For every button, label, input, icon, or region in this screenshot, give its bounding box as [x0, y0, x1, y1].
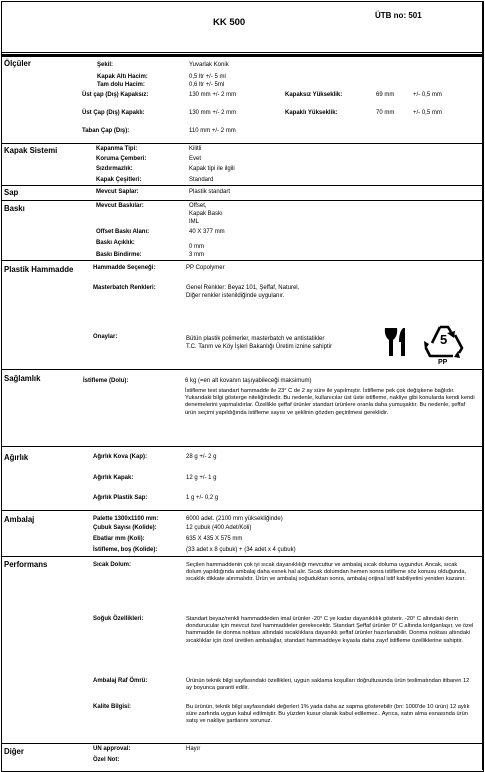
un-approval-label: UN approval: — [93, 746, 131, 752]
kapakli-yukseklik-tol: +/- 0,5 mm — [413, 110, 442, 116]
onaylar-line-1: Bütün plastik polimerler, masterbatch ve antistatikler — [186, 336, 325, 342]
raf-omru-text: Ürünün teknik bilgi sayfasındaki özellikleri, uygun saklama koşulları doğrultusunda ürün teslimatından itibaren 12 ay boyunca garanti edilir. — [186, 678, 470, 692]
palette-label: Palette 1300x1100 mm: — [93, 516, 159, 522]
divider — [1, 200, 484, 201]
section-ambalaj: Ambalaj — [4, 515, 35, 524]
section-performans: Performans — [4, 560, 48, 569]
istifleme-bos-value: (33 adet x 8 çubuk) + (34 adet x 4 çubuk) — [186, 547, 296, 553]
koruma-cemberi-value: Evet — [189, 156, 202, 162]
divider — [1, 54, 484, 57]
kalite-bilgisi-text: Bu ürünün, teknik bilgi sayfasındaki değerleri 1% yada daha az sapma gösterebilir (bn: 1000'de 10 ürün) 12 aylık süre zarfında uygun kabul edilmiştir. Bu yüzden kusur olarak kabul edilemez.. Ayrıca, satın alma esnasında ürün satış ve nakliye şartlarını sorunuz. — [186, 704, 470, 725]
kapak-cesitleri-label: Kapak Çeşitleri: — [96, 177, 142, 183]
istifleme-bos-label: İstifleme, boş (Kolide): — [93, 547, 158, 553]
kapanma-tipi-value: Kilitli — [189, 146, 202, 152]
recycle-code: PP — [438, 359, 448, 366]
masterbatch-label: Masterbatch Renkleri: — [93, 285, 156, 291]
divider — [1, 185, 484, 186]
section-diger: Diğer — [4, 747, 24, 756]
kapakli-yukseklik-label: Kapaklı Yükseklik: — [285, 110, 338, 116]
border-left — [1, 1, 2, 770]
cubuk-sayisi-label: Çubuk Sayısı (Kolide): — [93, 525, 157, 531]
masterbatch-line-2: Diğer renkler istenildiğinde uygulanır. — [186, 293, 285, 299]
koruma-cemberi-label: Koruma Çemberi: — [96, 156, 147, 162]
ust-cap-kapaksiz-value: 130 mm +/- 2 mm — [189, 92, 237, 98]
hammadde-secenegi-label: Hammadde Seçeneği: — [93, 265, 156, 271]
agirlik-kapak-label: Ağırlık Kapak: — [93, 475, 134, 481]
kalite-bilgisi-label: Kalite Bilgisi: — [93, 704, 132, 710]
divider — [1, 52, 484, 53]
istifleme-dolu-value: 6 kg (=en alt kovanın taşıyabileceği maksimum) — [185, 378, 312, 384]
divider — [1, 143, 484, 144]
page-frame — [1, 1, 484, 772]
divider — [1, 743, 484, 744]
section-agirlik: Ağırlık — [4, 453, 29, 462]
kapaksiz-yukseklik-tol: +/- 0,5 mm — [413, 92, 442, 98]
tam-dolu-value: 0,6 ltr +/- 5ml — [189, 82, 225, 88]
kapaksiz-yukseklik-label: Kapaksız Yükseklik: — [285, 92, 343, 98]
offset-baski-alani-value: 40 X 377 mm — [189, 229, 225, 235]
divider — [1, 446, 484, 447]
section-kapak-sistemi: Kapak Sistemi — [4, 146, 58, 155]
kapak-alti-value: 0,5 ltr +/- 5 ml — [189, 74, 226, 80]
kapaksiz-yukseklik-value: 69 mm — [376, 92, 395, 98]
utb-number: ÜTB no: 501 — [375, 11, 422, 20]
divider — [1, 260, 484, 261]
mevcut-saplar-value: Plastik standart — [189, 189, 231, 195]
divider — [1, 510, 484, 511]
sicak-dolum-text: Seçilen hammaddenin çok iyi sıcak dayanıklılığı mevcuttur ve ambalaj sıcak doluma uygundur. Ancak, sıcak dolum yapıldığında ambalaj daha esnek hal alır. Sıcak dolumdan hemen sonra istifleme söz konusu olduğunda, sıcaklık dikkate alınmalıdır. Ürün ve ambalaj soğuduktan sonra, ambalaj orijinal istif kabiliyetini yeniden kazanır. — [186, 562, 467, 583]
section-sap: Sap — [4, 188, 19, 197]
soguk-ozellikleri-label: Soğuk Özellikleri: — [93, 616, 144, 622]
ust-cap-kapaksiz-label: Üst çap (Dış) Kapaksız: — [82, 92, 149, 98]
soguk-ozellikleri-text: Standart beyaz/renkli hammaddeden imal ürünler -20° C ye kadar dayanıklılık gösterir. -20° C altındaki derin dondurucular için mevcut özel hammaddeler gerekecektir. Standart Şeffaf ürünler 0° C altında kırılganlaşır, ve özel hammadde ile donma noktası altındaki sıcaklıklara dayanıklı şeffaf ürünler hazırlanabilir. Donma noktası altındaki sıcaklıklar için özel üretilen ambalajlar, standart hammaddeye kıyasla daha zayıf istifleme özelliklerine sahiptir. — [186, 616, 474, 644]
ust-cap-kapakli-label: Üst Çap (Dış) Kapaklı: — [82, 110, 145, 116]
divider — [1, 556, 484, 557]
recycle-number: 5 — [440, 332, 448, 347]
mevcut-baskilar-label: Mevcut Baskılar: — [96, 203, 144, 209]
agirlik-sap-label: Ağırlık Plastik Sap: — [93, 495, 148, 501]
section-saglamlik: Sağlamlık — [4, 374, 41, 383]
mevcut-baski-iml: IML — [189, 219, 200, 225]
agirlik-sap-value: 1 g +/- 0,2 g — [186, 495, 219, 501]
food-safe-icon — [381, 326, 412, 362]
istifleme-aciklama: İstifleme test standart hammadde ile 23° C de 2 ay süre ile yapılmıştır. İstifleme pek çok değişkene bağlıdır. Yukarıdaki bilgi gösterge niteliğindedir. Bu nedenle, kullanıcılar üst üste istifleme, nakliye gibi konularda kendi kendi denemelerini yapmalıdırlar. Özellikle şeffaf ürünler standart ürünlere oranla daha yumuşaktır. Bu nedenle, şeffaf ürün seçimi yapıldığında istifleme sayısı ve şeklinin gözden geçirilmesi gereklidir. — [185, 388, 475, 416]
ebatlar-label: Ebatlar mm (Koli): — [93, 536, 145, 542]
palette-value: 6000 adet. (2100 mm yüksekliğinde) — [186, 516, 283, 522]
tam-dolu-label: Tam dolu Hacim: — [97, 82, 145, 88]
raf-omru-label: Ambalaj Raf Ömrü: — [93, 678, 148, 684]
agirlik-kapak-value: 12 g +/- 1 g — [186, 475, 217, 481]
onaylar-label: Onaylar: — [93, 334, 118, 340]
sizdirmazlik-value: Kapak tipi ile ilgili — [189, 166, 235, 172]
mevcut-saplar-label: Mevcut Saplar: — [96, 189, 139, 195]
section-baski: Baskı — [4, 204, 25, 213]
cubuk-sayisi-value: 12 çubuk (400 Adet/Koli) — [186, 525, 252, 531]
hammadde-secenegi-value: PP Copolymer — [186, 265, 225, 271]
taban-cap-value: 110 mm +/- 2 mm — [189, 128, 236, 134]
ust-cap-kapakli-value: 130 mm +/- 2 mm — [189, 110, 237, 116]
sicak-dolum-label: Sıcak Dolum: — [93, 562, 132, 568]
un-approval-value: Hayır — [186, 746, 201, 752]
sekil-label: Şekil: — [97, 62, 114, 68]
baski-bindirme-label: Baskı Bindirme: — [96, 252, 142, 258]
section-olculer: Ölçüler — [4, 59, 31, 68]
baski-aciklik-value: 0 mm — [189, 244, 204, 250]
baski-bindirme-value: 3 mm — [189, 252, 204, 258]
ebatlar-value: 635 X 435 X 575 mm — [186, 536, 243, 542]
sizdirmazlik-label: Sızdırmazlık: — [96, 166, 133, 172]
taban-cap-label: Taban Çap (Dış): — [82, 128, 130, 134]
onaylar-line-2: T.C. Tarım ve Köy İşleri Bakanlığı Üretim iznine sahiptir — [186, 344, 332, 350]
masterbatch-line-1: Genel Renkler: Beyaz 101, Şeffaf, Naturel, — [186, 285, 300, 291]
kapak-alti-label: Kapak Altı Hacim: — [97, 74, 148, 80]
kapakli-yukseklik-value: 70 mm — [376, 110, 395, 116]
mevcut-baski-kapak: Kapak Baskı — [189, 211, 223, 217]
sekil-value: Yuvarlak Konik — [189, 62, 229, 68]
istifleme-dolu-label: İstifleme (Dolu): — [83, 378, 129, 384]
mevcut-baski-offset: Offset, — [189, 203, 207, 209]
product-code: KK 500 — [213, 17, 246, 28]
agirlik-kova-value: 28 g +/- 2 g — [186, 454, 217, 460]
section-plastik: Plastik Hammadde — [4, 265, 74, 274]
agirlik-kova-label: Ağırlık Kova (Kap): — [93, 454, 148, 460]
offset-baski-alani-label: Offset Baskı Alanı: — [96, 229, 150, 235]
divider — [1, 369, 484, 370]
border-right — [482, 1, 483, 770]
baski-aciklik-label: Baskı Açıklık: — [96, 240, 135, 246]
kapak-cesitleri-value: Standard — [189, 177, 214, 183]
ozel-not-label: Özel Not: — [93, 757, 120, 763]
kapanma-tipi-label: Kapanma Tipi: — [96, 146, 138, 152]
